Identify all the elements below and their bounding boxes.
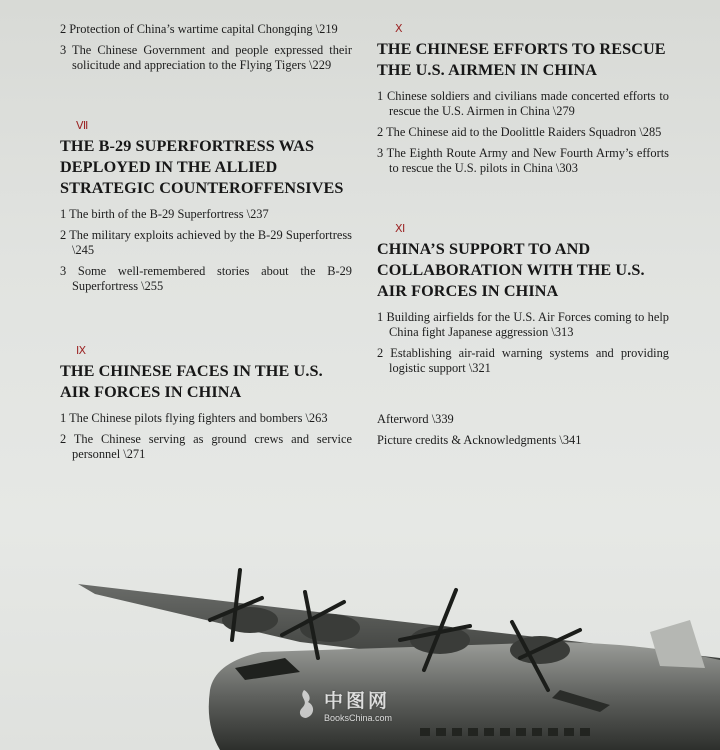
flame-logo-icon bbox=[290, 688, 318, 720]
watermark-site: BooksChina.com bbox=[324, 712, 393, 723]
toc-entry: 2 The Chinese aid to the Doolittle Raiders Squadron \285 bbox=[377, 125, 662, 139]
chapter-title-vii: THE B-29 SUPERFORTRESS WAS DEPLOYED IN THE ALLIED STRATEGIC COUNTEROFFENSIVES bbox=[60, 137, 344, 197]
toc-entry: 1 The Chinese pilots flying fighters and bombers \263 bbox=[60, 411, 328, 425]
chapter-title-ix: THE CHINESE FACES IN THE U.S. AIR FORCES IN CHINA bbox=[60, 362, 323, 401]
left-column bbox=[60, 22, 352, 468]
toc-picture-credits: Picture credits & Acknowledgments \341 bbox=[377, 433, 582, 447]
chapter-numeral-xi: Ⅺ bbox=[395, 222, 407, 235]
toc-entry: 1 Chinese soldiers and civilians made concerted efforts to rescue the U.S. Airmen in China \279 bbox=[377, 89, 669, 118]
chapter-title-xi: CHINA’S SUPPORT TO AND COLLABORATION WITH THE U.S. AIR FORCES IN CHINA bbox=[377, 240, 645, 300]
chapter-numeral-x: Ⅹ bbox=[395, 22, 404, 35]
toc-entry: 3 The Eighth Route Army and New Fourth Army’s efforts to rescue the U.S. pilots in China \303 bbox=[377, 146, 669, 175]
right-column bbox=[377, 22, 669, 454]
chapter-numeral-ix: Ⅸ bbox=[76, 344, 88, 357]
toc-entry: 1 Building airfields for the U.S. Air Forces coming to help China fight Japanese aggression \313 bbox=[377, 310, 669, 339]
toc-entry: 3 Some well-remembered stories about the B-29 Superfortress \255 bbox=[60, 264, 352, 293]
chapter-title-x: THE CHINESE EFFORTS TO RESCUE THE U.S. AIRMEN IN CHINA bbox=[377, 40, 666, 79]
watermark-chinese-name: 中图网 bbox=[324, 689, 391, 712]
toc-entry: 2 The Chinese serving as ground crews and service personnel \271 bbox=[60, 432, 352, 461]
chapter-numeral-vii: Ⅶ bbox=[76, 119, 90, 132]
toc-entry: 2 Establishing air-raid warning systems and providing logistic support \321 bbox=[377, 346, 669, 375]
booksChina-watermark bbox=[290, 683, 440, 725]
toc-entry: 1 The birth of the B-29 Superfortress \237 bbox=[60, 207, 269, 221]
toc-entry: 3 The Chinese Government and people expressed their solicitude and appreciation to the Flying Tigers \229 bbox=[60, 43, 352, 72]
toc-afterword: Afterword \339 bbox=[377, 412, 454, 426]
toc-entry: 2 Protection of China’s wartime capital Chongqing \219 bbox=[60, 22, 338, 36]
toc-entry: 2 The military exploits achieved by the B-29 Superfortress \245 bbox=[60, 228, 352, 257]
